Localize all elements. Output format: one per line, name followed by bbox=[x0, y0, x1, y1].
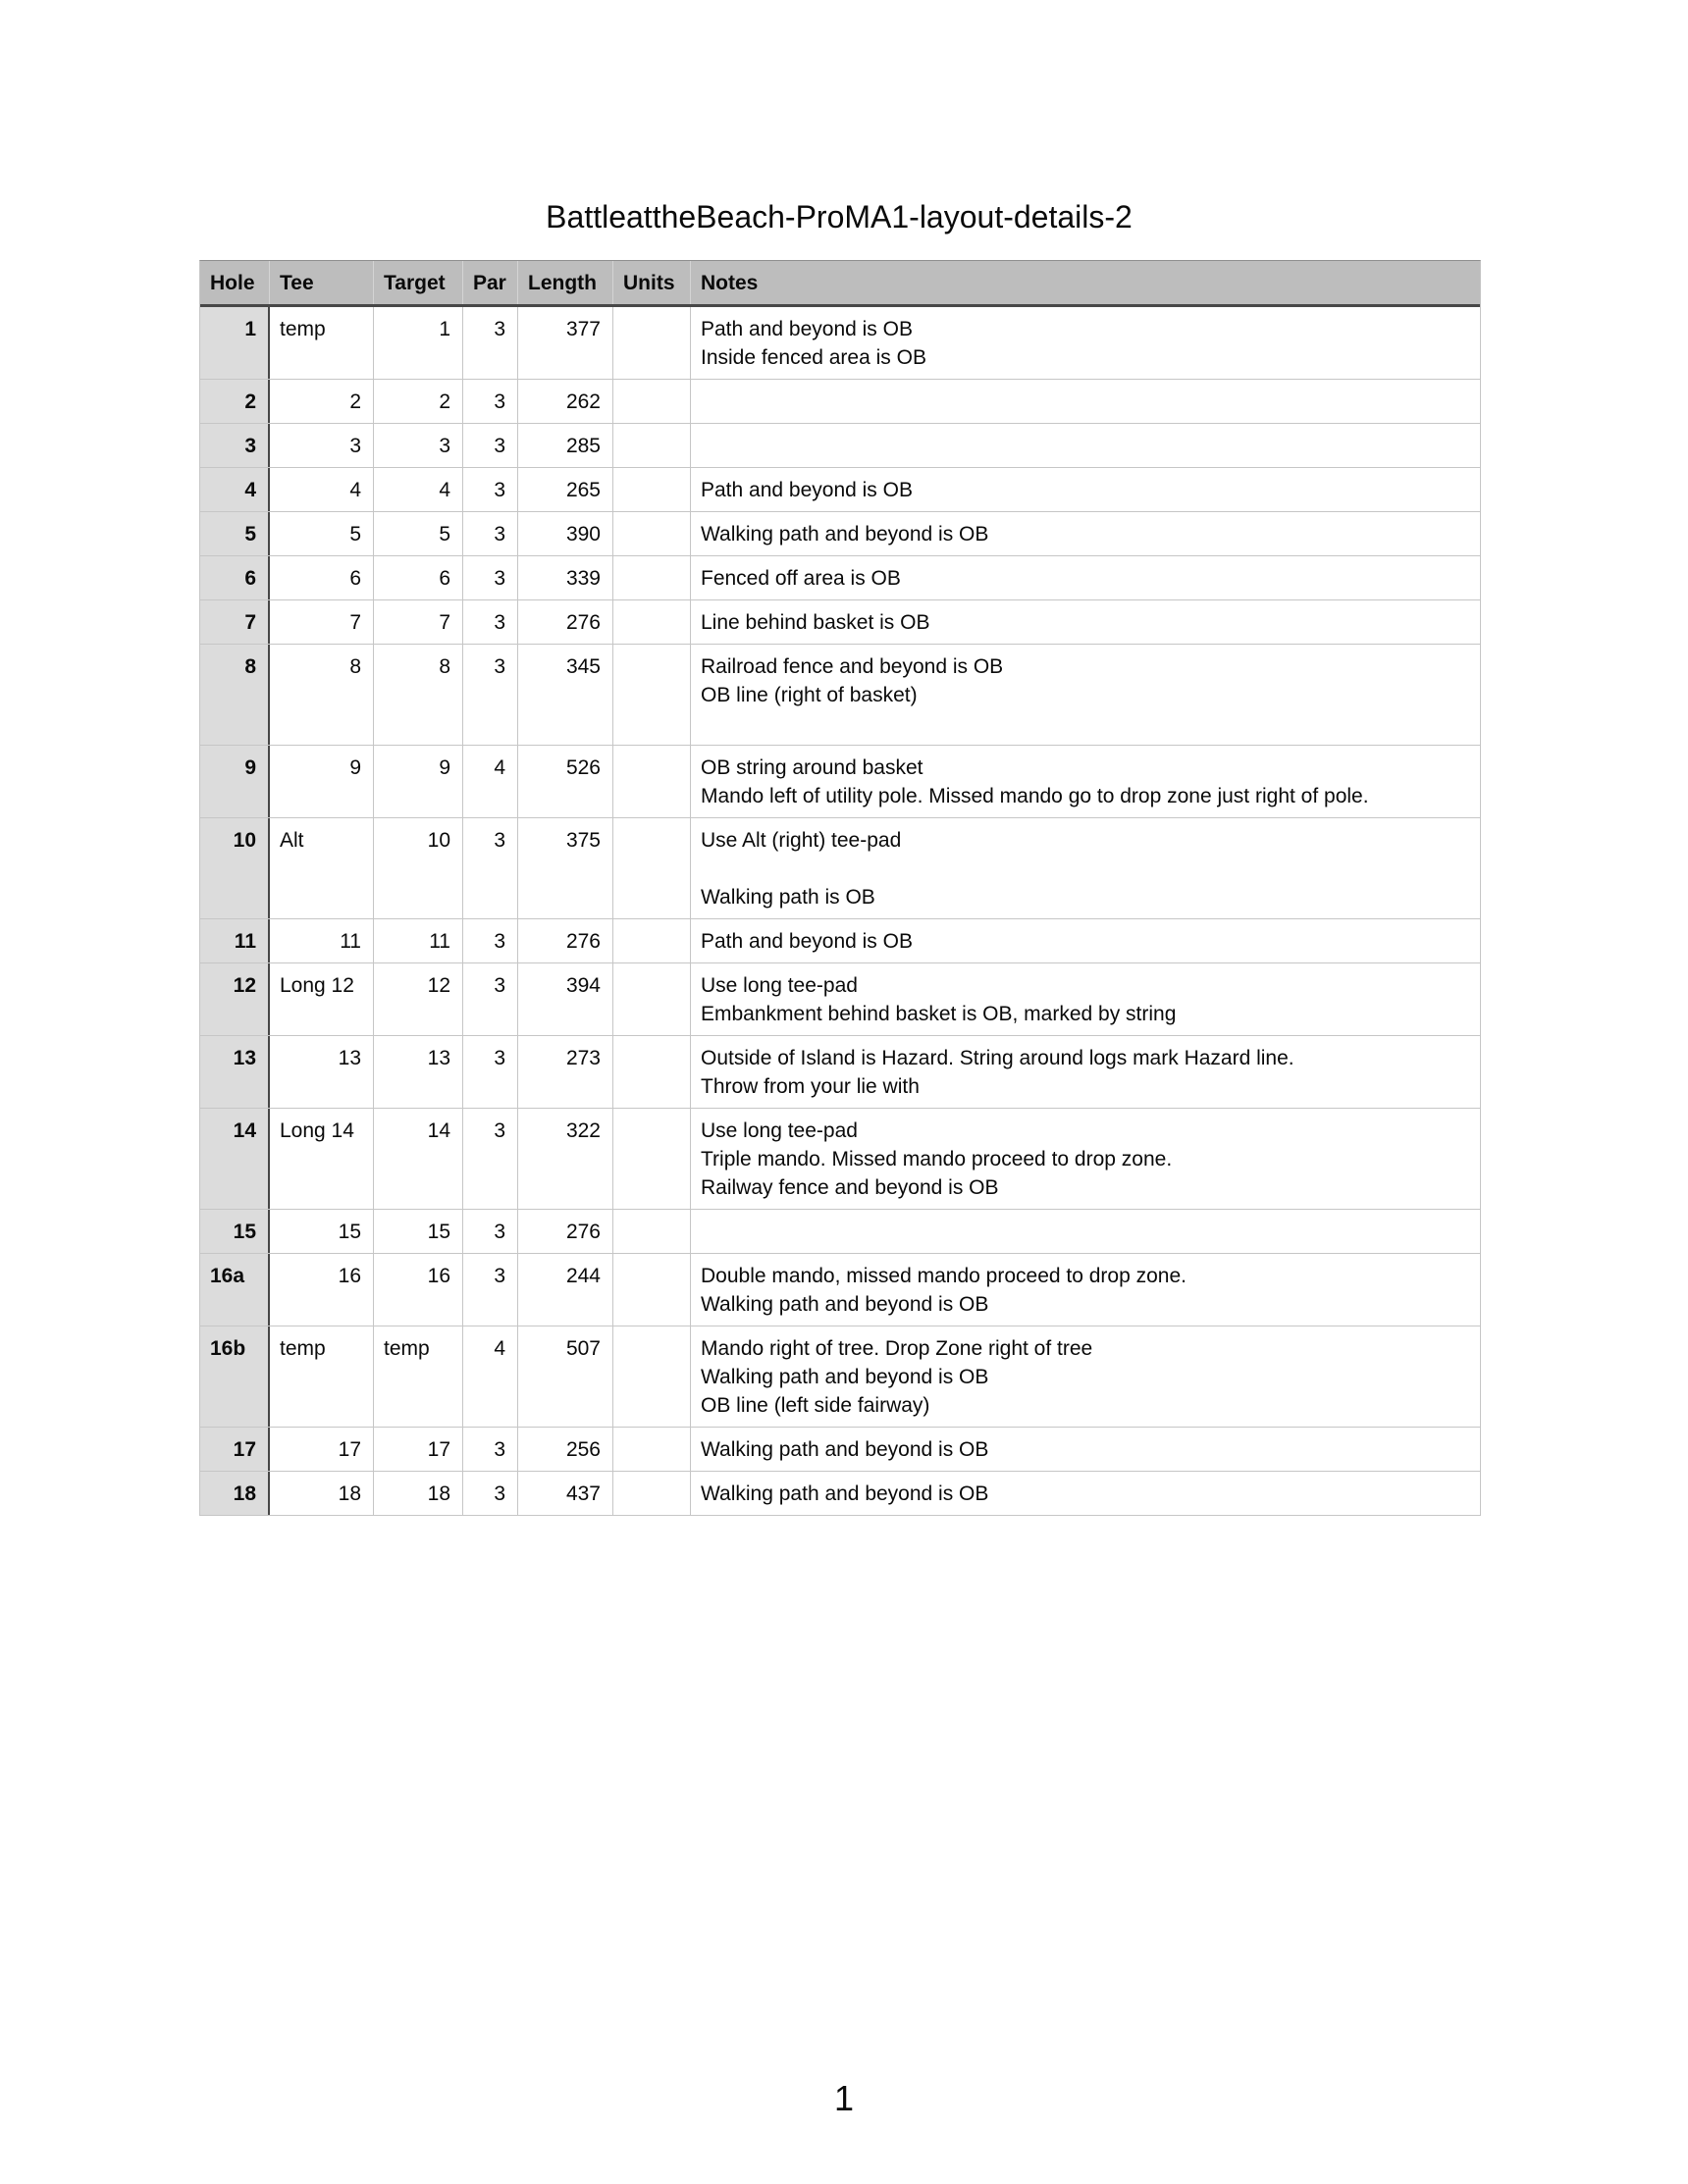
length-cell: 265 bbox=[518, 468, 613, 511]
target-cell: 10 bbox=[374, 818, 463, 918]
note-line: OB string around basket bbox=[701, 756, 923, 779]
length-cell: 262 bbox=[518, 380, 613, 423]
target-cell: 17 bbox=[374, 1428, 463, 1471]
notes-cell bbox=[691, 1428, 1480, 1471]
par-cell: 3 bbox=[463, 645, 518, 745]
units-cell bbox=[613, 380, 691, 423]
table-header-row bbox=[200, 261, 1480, 307]
table-row bbox=[200, 1109, 1480, 1210]
table-row bbox=[200, 1210, 1480, 1254]
units-cell bbox=[613, 1210, 691, 1253]
table-row bbox=[200, 600, 1480, 645]
note-line: Use Alt (right) tee-pad bbox=[701, 829, 902, 852]
target-cell: 2 bbox=[374, 380, 463, 423]
notes-cell bbox=[691, 600, 1480, 644]
units-cell bbox=[613, 746, 691, 817]
par-cell: 3 bbox=[463, 1254, 518, 1326]
note-line: Fenced off area is OB bbox=[701, 567, 901, 590]
table-row bbox=[200, 963, 1480, 1036]
table-row bbox=[200, 1428, 1480, 1472]
units-cell bbox=[613, 424, 691, 467]
hole-cell: 16a bbox=[200, 1254, 270, 1326]
hole-cell: 6 bbox=[200, 556, 270, 599]
target-cell: 13 bbox=[374, 1036, 463, 1108]
hole-cell: 7 bbox=[200, 600, 270, 644]
table-row bbox=[200, 1472, 1480, 1516]
hole-cell: 9 bbox=[200, 746, 270, 817]
note-line: Use long tee-pad bbox=[701, 1119, 858, 1142]
hole-cell: 17 bbox=[200, 1428, 270, 1471]
note-line: Path and beyond is OB bbox=[701, 479, 913, 501]
units-cell bbox=[613, 1326, 691, 1427]
tee-cell: 16 bbox=[270, 1254, 374, 1326]
target-cell: 5 bbox=[374, 512, 463, 555]
tee-cell: 2 bbox=[270, 380, 374, 423]
length-cell: 507 bbox=[518, 1326, 613, 1427]
hole-cell: 12 bbox=[200, 963, 270, 1035]
target-cell: 14 bbox=[374, 1109, 463, 1209]
notes-cell bbox=[691, 746, 1480, 817]
tee-cell: 11 bbox=[270, 919, 374, 962]
target-cell: 9 bbox=[374, 746, 463, 817]
par-cell: 4 bbox=[463, 746, 518, 817]
par-cell: 3 bbox=[463, 380, 518, 423]
notes-cell bbox=[691, 512, 1480, 555]
units-cell bbox=[613, 556, 691, 599]
par-cell: 3 bbox=[463, 818, 518, 918]
units-cell bbox=[613, 1472, 691, 1515]
notes-cell bbox=[691, 424, 1480, 467]
units-cell bbox=[613, 1254, 691, 1326]
target-cell: 12 bbox=[374, 963, 463, 1035]
tee-cell: 4 bbox=[270, 468, 374, 511]
hole-cell: 14 bbox=[200, 1109, 270, 1209]
hole-cell: 5 bbox=[200, 512, 270, 555]
tee-cell: 5 bbox=[270, 512, 374, 555]
hole-cell: 3 bbox=[200, 424, 270, 467]
hole-cell: 13 bbox=[200, 1036, 270, 1108]
tee-cell: Long 14 bbox=[270, 1109, 374, 1209]
notes-cell bbox=[691, 1210, 1480, 1253]
length-cell: 244 bbox=[518, 1254, 613, 1326]
tee-cell: temp bbox=[270, 1326, 374, 1427]
column-header-tee: Tee bbox=[270, 261, 374, 304]
tee-cell: 3 bbox=[270, 424, 374, 467]
length-cell: 339 bbox=[518, 556, 613, 599]
units-cell bbox=[613, 512, 691, 555]
units-cell bbox=[613, 468, 691, 511]
page-title: BattleattheBeach-ProMA1-layout-details-2 bbox=[546, 199, 1133, 234]
column-header-par: Par bbox=[463, 261, 518, 304]
note-line: Walking path and beyond is OB bbox=[701, 1438, 989, 1461]
notes-cell bbox=[691, 1472, 1480, 1515]
target-cell: 15 bbox=[374, 1210, 463, 1253]
units-cell bbox=[613, 818, 691, 918]
par-cell: 3 bbox=[463, 424, 518, 467]
page-number: 1 bbox=[833, 2078, 855, 2118]
target-cell: 16 bbox=[374, 1254, 463, 1326]
target-cell: 18 bbox=[374, 1472, 463, 1515]
hole-cell: 1 bbox=[200, 307, 270, 379]
hole-cell: 4 bbox=[200, 468, 270, 511]
note-line: Inside fenced area is OB bbox=[701, 346, 926, 369]
hole-cell: 15 bbox=[200, 1210, 270, 1253]
notes-cell bbox=[691, 556, 1480, 599]
target-cell: 8 bbox=[374, 645, 463, 745]
table-row bbox=[200, 1036, 1480, 1109]
tee-cell: 18 bbox=[270, 1472, 374, 1515]
note-line: Path and beyond is OB bbox=[701, 930, 913, 953]
length-cell: 345 bbox=[518, 645, 613, 745]
tee-cell: 9 bbox=[270, 746, 374, 817]
table-row bbox=[200, 468, 1480, 512]
length-cell: 273 bbox=[518, 1036, 613, 1108]
length-cell: 276 bbox=[518, 1210, 613, 1253]
length-cell: 375 bbox=[518, 818, 613, 918]
layout-table bbox=[199, 260, 1481, 1516]
note-line bbox=[701, 709, 1470, 738]
tee-cell: Long 12 bbox=[270, 963, 374, 1035]
column-header-target: Target bbox=[374, 261, 463, 304]
tee-cell: temp bbox=[270, 307, 374, 379]
notes-cell bbox=[691, 307, 1480, 379]
table-row bbox=[200, 556, 1480, 600]
length-cell: 322 bbox=[518, 1109, 613, 1209]
length-cell: 377 bbox=[518, 307, 613, 379]
notes-cell bbox=[691, 963, 1480, 1035]
table-row bbox=[200, 307, 1480, 380]
note-line: Walking path and beyond is OB bbox=[701, 1366, 989, 1388]
note-line: Walking path and beyond is OB bbox=[701, 1293, 989, 1316]
table-body bbox=[200, 307, 1480, 1516]
note-line: Throw from your lie with bbox=[701, 1075, 920, 1098]
column-header-units: Units bbox=[613, 261, 691, 304]
units-cell bbox=[613, 1109, 691, 1209]
table-row bbox=[200, 746, 1480, 818]
tee-cell: 17 bbox=[270, 1428, 374, 1471]
table-row bbox=[200, 380, 1480, 424]
par-cell: 3 bbox=[463, 600, 518, 644]
note-line: Line behind basket is OB bbox=[701, 611, 930, 634]
note-line: Path and beyond is OB bbox=[701, 318, 913, 340]
par-cell: 3 bbox=[463, 1472, 518, 1515]
units-cell bbox=[613, 645, 691, 745]
length-cell: 390 bbox=[518, 512, 613, 555]
hole-cell: 2 bbox=[200, 380, 270, 423]
par-cell: 3 bbox=[463, 556, 518, 599]
length-cell: 256 bbox=[518, 1428, 613, 1471]
notes-cell bbox=[691, 1109, 1480, 1209]
tee-cell: 8 bbox=[270, 645, 374, 745]
table-row bbox=[200, 512, 1480, 556]
note-line: OB line (left side fairway) bbox=[701, 1394, 930, 1417]
column-header-length: Length bbox=[518, 261, 613, 304]
note-line: Walking path and beyond is OB bbox=[701, 523, 989, 546]
target-cell: temp bbox=[374, 1326, 463, 1427]
par-cell: 3 bbox=[463, 1109, 518, 1209]
length-cell: 276 bbox=[518, 600, 613, 644]
note-line: Mando left of utility pole. Missed mando go to drop zone just right of pole. bbox=[701, 785, 1369, 807]
hole-cell: 18 bbox=[200, 1472, 270, 1515]
tee-cell: Alt bbox=[270, 818, 374, 918]
note-line: Railway fence and beyond is OB bbox=[701, 1176, 999, 1199]
par-cell: 4 bbox=[463, 1326, 518, 1427]
hole-cell: 8 bbox=[200, 645, 270, 745]
length-cell: 526 bbox=[518, 746, 613, 817]
length-cell: 437 bbox=[518, 1472, 613, 1515]
note-line bbox=[701, 855, 1470, 883]
notes-cell bbox=[691, 1036, 1480, 1108]
target-cell: 11 bbox=[374, 919, 463, 962]
table-row bbox=[200, 1254, 1480, 1326]
note-line: Double mando, missed mando proceed to drop zone. bbox=[701, 1265, 1187, 1287]
length-cell: 276 bbox=[518, 919, 613, 962]
target-cell: 4 bbox=[374, 468, 463, 511]
tee-cell: 15 bbox=[270, 1210, 374, 1253]
notes-cell bbox=[691, 818, 1480, 918]
units-cell bbox=[613, 963, 691, 1035]
target-cell: 6 bbox=[374, 556, 463, 599]
notes-cell bbox=[691, 919, 1480, 962]
column-header-hole: Hole bbox=[200, 261, 270, 304]
notes-cell bbox=[691, 468, 1480, 511]
table-row bbox=[200, 818, 1480, 919]
notes-cell bbox=[691, 1254, 1480, 1326]
note-line: Embankment behind basket is OB, marked by string bbox=[701, 1003, 1177, 1025]
par-cell: 3 bbox=[463, 963, 518, 1035]
tee-cell: 7 bbox=[270, 600, 374, 644]
units-cell bbox=[613, 1036, 691, 1108]
note-line: Use long tee-pad bbox=[701, 974, 858, 997]
notes-cell bbox=[691, 645, 1480, 745]
note-line: Triple mando. Missed mando proceed to drop zone. bbox=[701, 1148, 1173, 1170]
par-cell: 3 bbox=[463, 512, 518, 555]
notes-cell bbox=[691, 380, 1480, 423]
table-row bbox=[200, 424, 1480, 468]
par-cell: 3 bbox=[463, 1210, 518, 1253]
tee-cell: 13 bbox=[270, 1036, 374, 1108]
units-cell bbox=[613, 1428, 691, 1471]
target-cell: 1 bbox=[374, 307, 463, 379]
par-cell: 3 bbox=[463, 919, 518, 962]
par-cell: 3 bbox=[463, 1428, 518, 1471]
units-cell bbox=[613, 600, 691, 644]
hole-cell: 16b bbox=[200, 1326, 270, 1427]
column-header-notes: Notes bbox=[701, 272, 759, 294]
table-row bbox=[200, 645, 1480, 746]
note-line: Mando right of tree. Drop Zone right of tree bbox=[701, 1337, 1093, 1360]
note-line: Outside of Island is Hazard. String around logs mark Hazard line. bbox=[701, 1047, 1294, 1069]
par-cell: 3 bbox=[463, 468, 518, 511]
par-cell: 3 bbox=[463, 1036, 518, 1108]
note-line: Walking path and beyond is OB bbox=[701, 1482, 989, 1505]
note-line: Railroad fence and beyond is OB bbox=[701, 655, 1004, 678]
target-cell: 3 bbox=[374, 424, 463, 467]
note-line: OB line (right of basket) bbox=[701, 684, 918, 706]
length-cell: 394 bbox=[518, 963, 613, 1035]
units-cell bbox=[613, 307, 691, 379]
units-cell bbox=[613, 919, 691, 962]
hole-cell: 10 bbox=[200, 818, 270, 918]
target-cell: 7 bbox=[374, 600, 463, 644]
tee-cell: 6 bbox=[270, 556, 374, 599]
par-cell: 3 bbox=[463, 307, 518, 379]
table-row bbox=[200, 1326, 1480, 1428]
length-cell: 285 bbox=[518, 424, 613, 467]
note-line: Walking path is OB bbox=[701, 886, 875, 909]
hole-cell: 11 bbox=[200, 919, 270, 962]
table-row bbox=[200, 919, 1480, 963]
notes-cell bbox=[691, 1326, 1480, 1427]
